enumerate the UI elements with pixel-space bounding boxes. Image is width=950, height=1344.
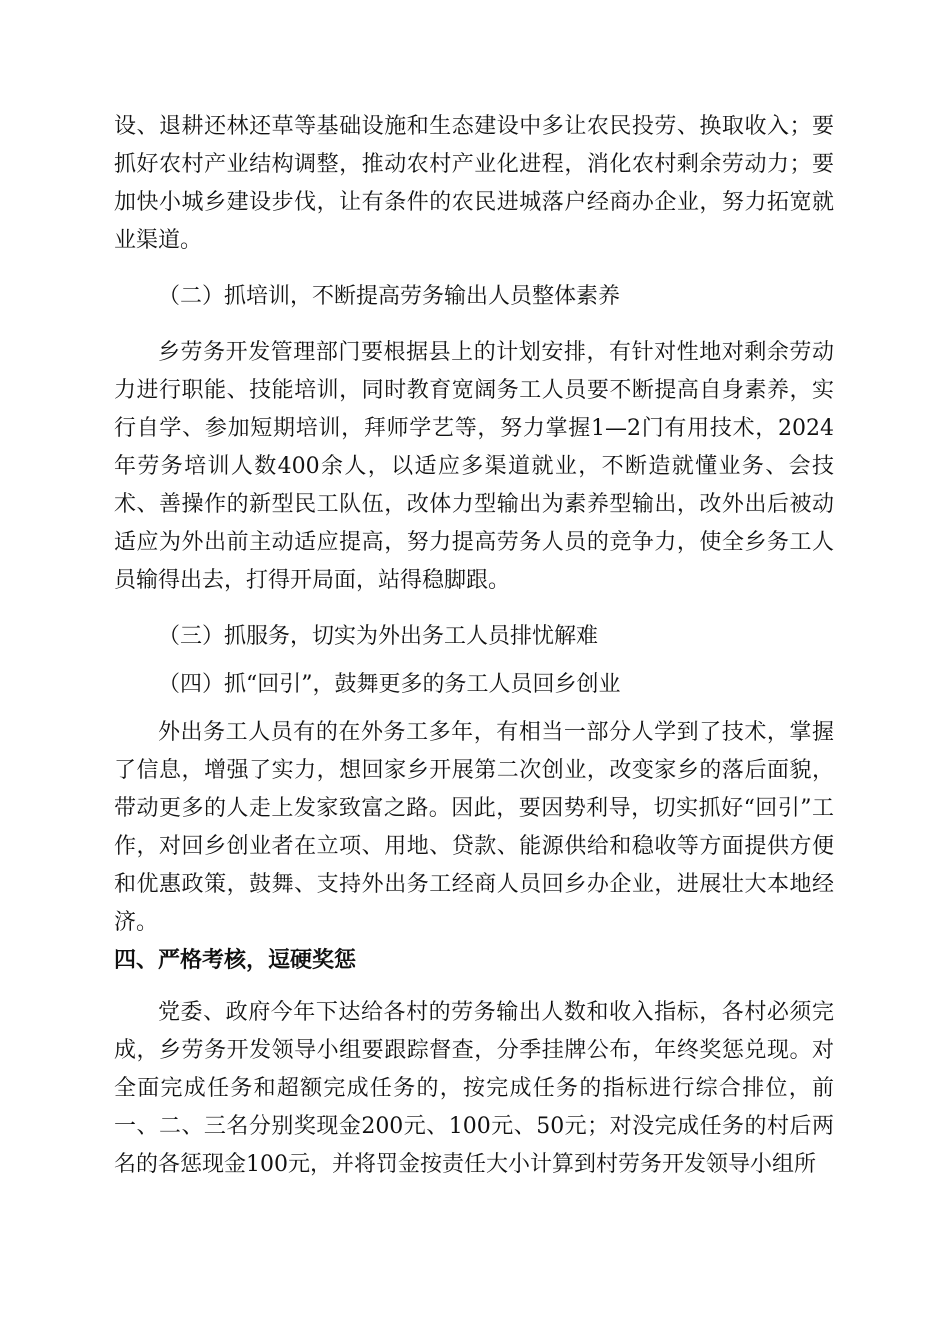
paragraph-training: 乡劳务开发管理部门要根据县上的计划安排，有针对性地对剩余劳动力进行职能、技能培训，同时教育宽阔务工人员要不断提高自身素养，实行自学、参加短期培训，拜师学艺等，努力掌握1—2门有用技术，2024年劳务培训人数400余人，以适应多渠道就业，不断造就懂业务、会技术、善操作的新型民工队伍，改体力型输出为素养型输出，改外出后被动适应为外出前主动适应提高，努力提高劳务人员的竞争力，使全乡务工人员输得出去，打得开局面，站得稳脚跟。 — [114, 340, 834, 593]
subheading-return-entrepreneurship: （四）抓“回引”，鼓舞更多的务工人员回乡创业 — [158, 672, 621, 697]
paragraph-return-entrepreneurship: 外出务工人员有的在外务工多年，有相当一部分人学到了技术，掌握了信息，增强了实力，想回家乡开展第二次创业，改变家乡的落后面貌，带动更多的人走上发家致富之路。因此，要因势利导，切实抓好“回引”工作，对回乡创业者在立项、用地、贷款、能源供给和稳收等方面提供方便和优惠政策，鼓舞、支持外出务工经商人员回乡办企业，进展壮大本地经济。 — [114, 720, 834, 935]
subheading-service: （三）抓服务，切实为外出务工人员排忧解难 — [158, 624, 599, 649]
document-page — [114, 108, 834, 1184]
subheading-training: （二）抓培训，不断提高劳务输出人员整体素养 — [158, 284, 621, 309]
paragraph-employment-channels: 设、退耕还林还草等基础设施和生态建设中多让农民投劳、换取收入；要抓好农村产业结构调整，推动农村产业化进程，消化农村剩余劳动力；要加快小城乡建设步伐，让有条件的农民进城落户经商办企业，努力拓宽就业渠道。 — [114, 114, 834, 253]
paragraph-assessment: 党委、政府今年下达给各村的劳务输出人数和收入指标，各村必须完成，乡劳务开发领导小组要跟踪督查，分季挂牌公布，年终奖惩兑现。对全面完成任务和超额完成任务的，按完成任务的指标进行综合排位，前一、二、三名分别奖现金200元、100元、50元；对没完成任务的村后两名的各惩现金100元，并将罚金按责任大小计算到村劳务开发领导小组所 — [114, 1000, 834, 1177]
section-heading-assessment: 四、严格考核，逗硬奖惩 — [114, 948, 357, 973]
